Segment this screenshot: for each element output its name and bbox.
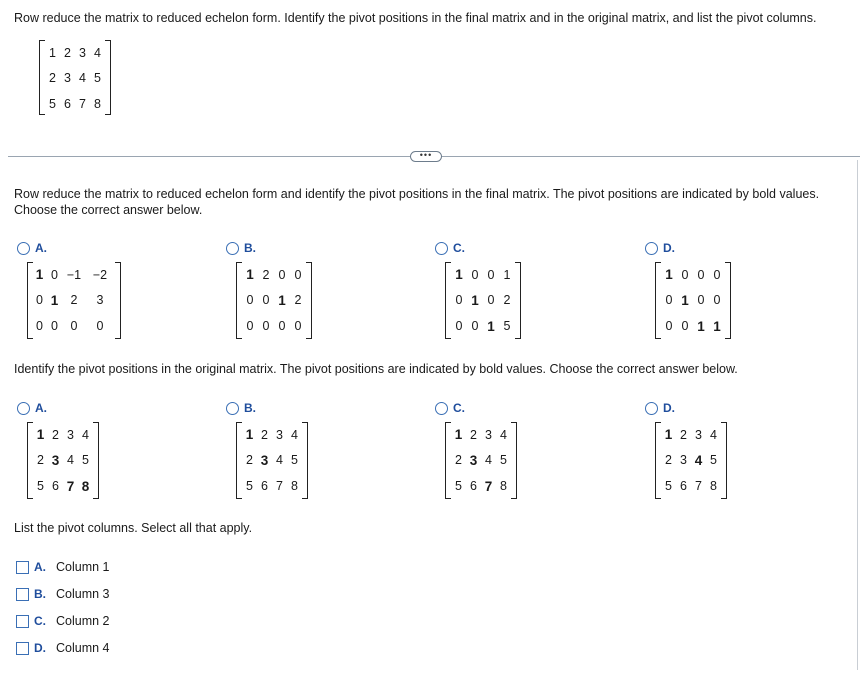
matrix-cell: 1 bbox=[49, 45, 56, 60]
matrix-row bbox=[242, 422, 302, 448]
expand-ellipsis-button[interactable]: ••• bbox=[410, 151, 442, 162]
radio-button[interactable] bbox=[645, 242, 658, 255]
matrix-row bbox=[242, 288, 306, 314]
matrix-cell: 3 bbox=[680, 453, 687, 468]
matrix-row bbox=[661, 448, 721, 474]
matrix-cell: 2 bbox=[470, 427, 477, 442]
matrix-cell: 0 bbox=[681, 267, 689, 282]
matrix-cell: 0 bbox=[96, 319, 104, 334]
matrix-cell: 0 bbox=[471, 267, 479, 282]
part2-option-a[interactable] bbox=[17, 401, 47, 415]
part2-option-c[interactable] bbox=[435, 401, 465, 415]
matrix-cell: 0 bbox=[70, 319, 78, 334]
matrix-row bbox=[33, 422, 93, 448]
matrix-cell: 2 bbox=[261, 427, 268, 442]
matrix-cell: 4 bbox=[500, 427, 507, 442]
question-text: Row reduce the matrix to reduced echelon form. Identify the pivot positions in the final matrix and in the original matrix, and list the pivot columns. bbox=[14, 11, 817, 25]
matrix-cell: 4 bbox=[694, 452, 703, 468]
matrix-cell: 0 bbox=[713, 267, 721, 282]
matrix-cell: 6 bbox=[261, 479, 268, 494]
matrix-cell: 2 bbox=[246, 453, 253, 468]
matrix-cell: 2 bbox=[262, 267, 270, 282]
option-letter: D. bbox=[663, 241, 675, 255]
matrix-cell: 8 bbox=[81, 478, 90, 494]
content-border bbox=[857, 160, 858, 670]
part2-option-b[interactable] bbox=[226, 401, 256, 415]
matrix-cell: 7 bbox=[695, 479, 702, 494]
matrix-cell: 1 bbox=[246, 267, 254, 283]
matrix-cell: 0 bbox=[262, 319, 270, 334]
matrix-cell: 3 bbox=[469, 452, 478, 468]
option-label: Column 3 bbox=[56, 587, 110, 601]
matrix-cell: −1 bbox=[66, 267, 82, 282]
matrix-cell: 4 bbox=[79, 71, 86, 86]
part1-matrix-a bbox=[27, 262, 121, 339]
part3-prompt: List the pivot columns. Select all that apply. bbox=[14, 521, 253, 535]
matrix-cell: 3 bbox=[64, 71, 71, 86]
matrix-cell: 3 bbox=[67, 427, 74, 442]
radio-button[interactable] bbox=[226, 402, 239, 415]
matrix-cell: 2 bbox=[680, 427, 687, 442]
matrix-cell: 5 bbox=[94, 71, 101, 86]
option-letter: C. bbox=[453, 401, 465, 415]
matrix-cell: 3 bbox=[79, 45, 86, 60]
part1-matrix-c bbox=[445, 262, 521, 339]
matrix-cell: 0 bbox=[665, 293, 673, 308]
matrix-cell: 0 bbox=[487, 293, 495, 308]
matrix-cell: 7 bbox=[66, 478, 75, 494]
matrix-cell: 3 bbox=[485, 427, 492, 442]
matrix-cell: 1 bbox=[35, 267, 44, 283]
option-letter: A. bbox=[35, 241, 47, 255]
matrix-row bbox=[242, 473, 302, 499]
matrix-cell: 0 bbox=[455, 319, 463, 334]
matrix-cell: 4 bbox=[291, 427, 298, 442]
matrix-cell: 1 bbox=[487, 318, 495, 334]
matrix-cell: −2 bbox=[92, 267, 108, 282]
option-letter: D. bbox=[34, 641, 46, 655]
matrix-cell: 2 bbox=[70, 293, 78, 308]
matrix-cell: 0 bbox=[246, 319, 254, 334]
radio-button[interactable] bbox=[17, 242, 30, 255]
matrix-cell: 0 bbox=[278, 319, 286, 334]
matrix-row bbox=[451, 262, 515, 288]
option-letter: B. bbox=[244, 401, 256, 415]
matrix-cell: 1 bbox=[697, 318, 705, 334]
part1-option-a[interactable] bbox=[17, 241, 47, 255]
matrix-cell: 6 bbox=[680, 479, 687, 494]
matrix-row bbox=[45, 66, 105, 92]
matrix-cell: 6 bbox=[64, 96, 71, 111]
matrix-row bbox=[33, 473, 93, 499]
matrix-cell: 0 bbox=[36, 293, 43, 308]
matrix-cell: 3 bbox=[276, 427, 283, 442]
matrix-cell: 1 bbox=[278, 292, 286, 308]
matrix-cell: 5 bbox=[665, 479, 672, 494]
matrix-row bbox=[451, 473, 511, 499]
matrix-cell: 4 bbox=[67, 453, 74, 468]
matrix-row bbox=[451, 448, 511, 474]
radio-button[interactable] bbox=[645, 402, 658, 415]
matrix-cell: 1 bbox=[245, 427, 254, 443]
matrix-cell: 7 bbox=[484, 478, 493, 494]
radio-button[interactable] bbox=[17, 402, 30, 415]
matrix-cell: 2 bbox=[294, 293, 302, 308]
matrix-cell: 1 bbox=[665, 267, 673, 283]
radio-button[interactable] bbox=[435, 402, 448, 415]
matrix-row bbox=[661, 288, 725, 314]
part1-prompt-line2: Choose the correct answer below. bbox=[14, 203, 203, 217]
matrix-cell: 5 bbox=[500, 453, 507, 468]
part2-prompt: Identify the pivot positions in the original matrix. The pivot positions are indicated by bold values. Choose the correct answer below. bbox=[14, 362, 738, 376]
original-matrix bbox=[39, 40, 111, 115]
radio-button[interactable] bbox=[226, 242, 239, 255]
matrix-cell: 6 bbox=[470, 479, 477, 494]
matrix-row bbox=[45, 91, 105, 117]
matrix-cell: 2 bbox=[64, 45, 71, 60]
matrix-cell: 2 bbox=[49, 71, 56, 86]
matrix-row bbox=[661, 262, 725, 288]
matrix-cell: 0 bbox=[455, 293, 463, 308]
matrix-row bbox=[661, 313, 725, 339]
option-label: Column 2 bbox=[56, 614, 110, 628]
matrix-row bbox=[33, 262, 115, 288]
part1-prompt-line1: Row reduce the matrix to reduced echelon form and identify the pivot positions in the final matrix. The pivot positions are indicated by bold values. bbox=[14, 187, 820, 201]
matrix-cell: 0 bbox=[36, 319, 43, 334]
part1-option-c[interactable] bbox=[435, 241, 465, 255]
matrix-cell: 8 bbox=[500, 479, 507, 494]
matrix-cell: 0 bbox=[697, 267, 705, 282]
matrix-cell: 4 bbox=[485, 453, 492, 468]
matrix-cell: 0 bbox=[51, 319, 58, 334]
matrix-row bbox=[242, 262, 306, 288]
matrix-row bbox=[661, 422, 721, 448]
matrix-cell: 7 bbox=[276, 479, 283, 494]
matrix-cell: 0 bbox=[246, 293, 254, 308]
option-letter: A. bbox=[34, 560, 46, 574]
matrix-cell: 0 bbox=[713, 293, 721, 308]
matrix-cell: 0 bbox=[278, 267, 286, 282]
part2-matrix-c bbox=[445, 422, 517, 499]
matrix-cell: 0 bbox=[681, 319, 689, 334]
pivot-column-option-c[interactable] bbox=[16, 614, 110, 628]
matrix-cell: 8 bbox=[291, 479, 298, 494]
matrix-cell: 1 bbox=[455, 267, 463, 283]
matrix-cell: 3 bbox=[96, 293, 104, 308]
checkbox[interactable] bbox=[16, 588, 29, 601]
matrix-cell: 5 bbox=[82, 453, 89, 468]
part2-matrix-a bbox=[27, 422, 99, 499]
matrix-row bbox=[33, 448, 93, 474]
matrix-cell: 3 bbox=[695, 427, 702, 442]
matrix-cell: 4 bbox=[82, 427, 89, 442]
matrix-row bbox=[661, 473, 721, 499]
part2-matrix-d bbox=[655, 422, 727, 499]
matrix-cell: 0 bbox=[487, 267, 495, 282]
matrix-cell: 5 bbox=[49, 96, 56, 111]
option-letter: C. bbox=[34, 614, 46, 628]
matrix-cell: 5 bbox=[291, 453, 298, 468]
matrix-row bbox=[242, 448, 302, 474]
matrix-cell: 7 bbox=[79, 96, 86, 111]
part1-matrix-b bbox=[236, 262, 312, 339]
matrix-cell: 3 bbox=[260, 452, 269, 468]
matrix-row bbox=[45, 40, 105, 66]
matrix-row bbox=[242, 313, 306, 339]
matrix-cell: 6 bbox=[52, 479, 59, 494]
matrix-cell: 2 bbox=[665, 453, 672, 468]
matrix-cell: 1 bbox=[713, 318, 721, 334]
matrix-cell: 8 bbox=[710, 479, 717, 494]
matrix-cell: 0 bbox=[51, 267, 58, 282]
matrix-cell: 5 bbox=[503, 319, 511, 334]
matrix-row bbox=[33, 288, 115, 314]
matrix-cell: 0 bbox=[294, 267, 302, 282]
matrix-cell: 0 bbox=[471, 319, 479, 334]
part1-option-d[interactable] bbox=[645, 241, 675, 255]
checkbox[interactable] bbox=[16, 615, 29, 628]
matrix-cell: 1 bbox=[664, 427, 673, 443]
option-letter: C. bbox=[453, 241, 465, 255]
matrix-cell: 5 bbox=[246, 479, 253, 494]
checkbox[interactable] bbox=[16, 561, 29, 574]
matrix-cell: 2 bbox=[503, 293, 511, 308]
matrix-cell: 1 bbox=[681, 292, 689, 308]
pivot-column-option-a[interactable] bbox=[16, 560, 110, 574]
matrix-cell: 4 bbox=[710, 427, 717, 442]
matrix-cell: 0 bbox=[665, 319, 673, 334]
matrix-cell: 0 bbox=[294, 319, 302, 334]
matrix-cell: 5 bbox=[37, 479, 44, 494]
option-letter: B. bbox=[244, 241, 256, 255]
part1-option-b[interactable] bbox=[226, 241, 256, 255]
pivot-column-option-d[interactable] bbox=[16, 641, 110, 655]
matrix-cell: 5 bbox=[455, 479, 462, 494]
matrix-cell: 1 bbox=[454, 427, 463, 443]
matrix-cell: 4 bbox=[276, 453, 283, 468]
option-label: Column 1 bbox=[56, 560, 110, 574]
checkbox[interactable] bbox=[16, 642, 29, 655]
part1-matrix-d bbox=[655, 262, 731, 339]
part2-option-d[interactable] bbox=[645, 401, 675, 415]
matrix-cell: 2 bbox=[37, 453, 44, 468]
matrix-cell: 8 bbox=[94, 96, 101, 111]
matrix-cell: 1 bbox=[471, 292, 479, 308]
radio-button[interactable] bbox=[435, 242, 448, 255]
matrix-row bbox=[451, 313, 515, 339]
option-label: Column 4 bbox=[56, 641, 110, 655]
matrix-cell: 0 bbox=[697, 293, 705, 308]
matrix-cell: 1 bbox=[503, 267, 511, 282]
option-letter: D. bbox=[663, 401, 675, 415]
matrix-row bbox=[451, 288, 515, 314]
matrix-cell: 1 bbox=[50, 292, 59, 308]
pivot-column-option-b[interactable] bbox=[16, 587, 110, 601]
matrix-cell: 0 bbox=[262, 293, 270, 308]
option-letter: A. bbox=[35, 401, 47, 415]
matrix-cell: 1 bbox=[36, 427, 45, 443]
matrix-cell: 2 bbox=[455, 453, 462, 468]
matrix-row bbox=[33, 313, 115, 339]
matrix-cell: 5 bbox=[710, 453, 717, 468]
matrix-cell: 2 bbox=[52, 427, 59, 442]
matrix-cell: 4 bbox=[94, 45, 101, 60]
part2-matrix-b bbox=[236, 422, 308, 499]
option-letter: B. bbox=[34, 587, 46, 601]
matrix-cell: 3 bbox=[51, 452, 60, 468]
matrix-row bbox=[451, 422, 511, 448]
